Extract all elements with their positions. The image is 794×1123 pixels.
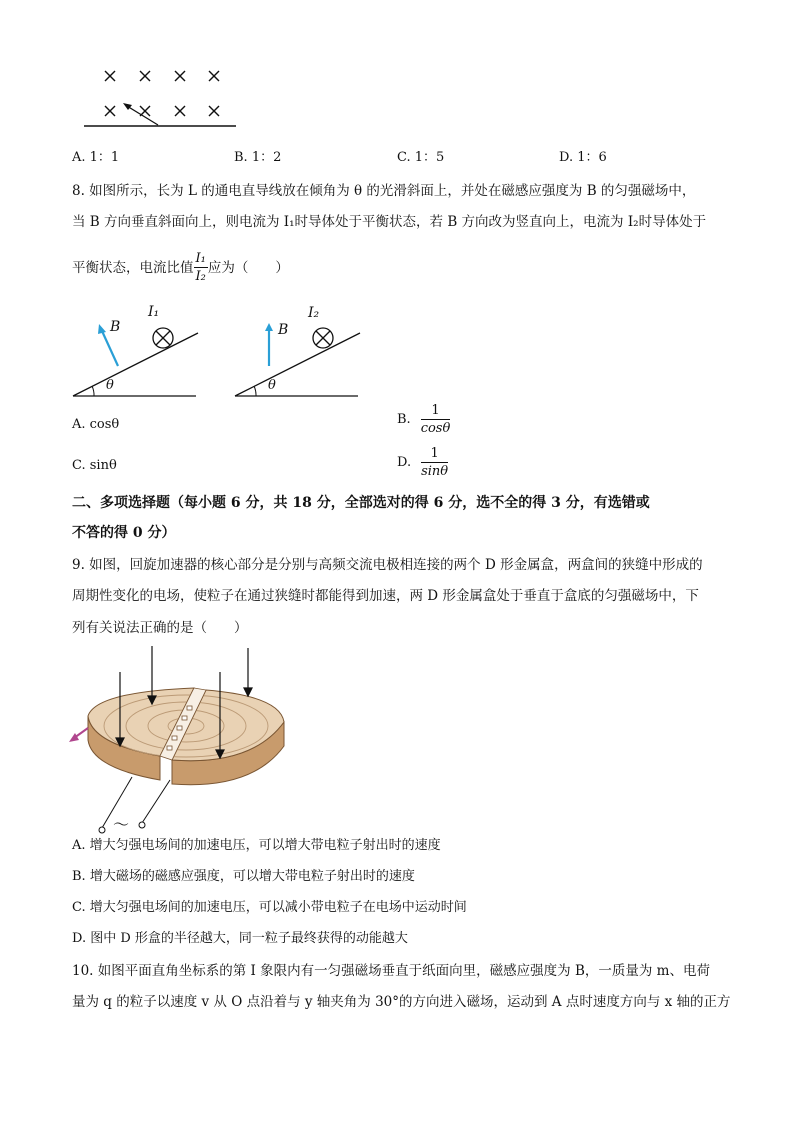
current-into-page-symbol — [313, 328, 333, 348]
q10-line2: 量为 q 的粒子以速度 v 从 O 点沿着与 y 轴夹角为 30°的方向进入磁场，运动到 A 点时速度方向与 x 轴的正方 — [72, 994, 731, 1010]
lead-wires — [99, 777, 170, 833]
q8-line2: 当 B 方向垂直斜面向上，则电流为 I₁时导体处于平衡状态，若 B 方向改为竖直向上，电流为 I₂时导体处于 — [72, 214, 707, 230]
section-heading-line2: 不答的得 0 分） — [72, 525, 176, 541]
q8-line3 — [72, 252, 289, 283]
q9-option-b[interactable]: B. 增大磁场的磁感应强度，可以增大带电粒子射出时的速度 — [72, 869, 415, 884]
q8-line1: 8. 如图所示，长为 L 的通电直导线放在倾角为 θ 的光滑斜面上，并处在磁感应强度为 B 的匀强磁场中， — [72, 183, 696, 199]
exit-arrow — [69, 728, 88, 742]
angle-label: θ — [268, 378, 276, 393]
q7-field-figure — [70, 60, 250, 135]
q8-line3-post: 应为（ ） — [207, 259, 289, 276]
q10-line1: 10. 如图平面直角坐标系的第 I 象限内有一匀强磁场垂直于纸面向里，磁感应强度为 B，一质量为 m、电荷 — [72, 963, 710, 979]
section-heading-line1: 二、多项选择题（每小题 6 分，共 18 分，全部选对的得 6 分，选不全的得 3 分，有选错或 — [72, 495, 650, 511]
option-fraction — [421, 404, 451, 435]
q9-option-a[interactable]: A. 增大匀强电场间的加速电压，可以增大带电粒子射出时的速度 — [72, 838, 441, 853]
field-arrow-vertical — [265, 323, 273, 366]
option-label: D. — [397, 454, 412, 470]
q7-option-c[interactable]: C. 1：5 — [397, 150, 445, 165]
fraction-denominator: cosθ — [420, 421, 451, 436]
field-label: B — [110, 319, 121, 335]
option-fraction — [421, 447, 448, 478]
q8-option-b[interactable] — [397, 404, 450, 435]
q9-option-d[interactable]: D. 图中 D 形盒的半径越大，同一粒子最终获得的动能越大 — [72, 931, 408, 946]
q9-line2: 周期性变化的电场，使粒子在通过狭缝时都能得到加速，两 D 形金属盒处于垂直于盒底的匀强磁场中，下 — [72, 588, 699, 604]
q8-option-c[interactable]: C. sinθ — [72, 458, 117, 473]
q9-line3: 列有关说法正确的是（ ） — [72, 620, 248, 636]
current-label: I₂ — [308, 305, 320, 321]
current-label: I₁ — [148, 304, 160, 320]
q8-figure-2 — [230, 300, 370, 400]
q8-figure-1 — [68, 300, 208, 400]
cyclotron-figure — [66, 642, 296, 834]
current-ratio-fraction — [194, 252, 208, 283]
fraction-numerator: I₁ — [195, 251, 206, 266]
angle-label: θ — [106, 378, 114, 393]
q9-line1: 9. 如图，回旋加速器的核心部分是分别与高频交流电极相连接的两个 D 形金属盒，两盒间的狭缝中形成的 — [72, 557, 703, 573]
q7-option-b[interactable]: B. 1：2 — [234, 150, 282, 165]
q8-option-a[interactable]: A. cosθ — [72, 417, 120, 432]
q9-option-c[interactable]: C. 增大匀强电场间的加速电压，可以减小带电粒子在电场中运动时间 — [72, 900, 467, 915]
field-label: B — [278, 322, 289, 338]
current-into-page-symbol — [153, 328, 173, 348]
q8-line3-pre: 平衡状态，电流比值 — [72, 259, 194, 276]
fraction-numerator: 1 — [421, 404, 451, 420]
fraction-denominator: I₂ — [195, 269, 206, 284]
option-label: B. — [397, 411, 411, 427]
q7-option-a[interactable]: A. 1：1 — [72, 150, 120, 165]
fraction-numerator: 1 — [421, 447, 448, 463]
ac-source-symbol: ～ — [113, 815, 130, 834]
fraction-denominator: sinθ — [421, 464, 449, 479]
q8-option-d[interactable] — [397, 447, 448, 478]
q7-option-d[interactable]: D. 1：6 — [559, 150, 607, 165]
field-cross-symbols — [105, 71, 219, 116]
